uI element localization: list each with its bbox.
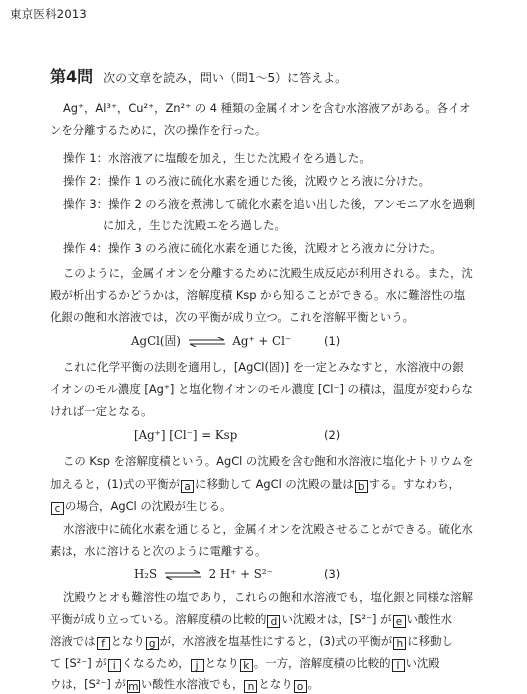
blank-h: h: [393, 637, 406, 650]
equation-3-number: (3): [324, 567, 341, 581]
blank-b: b: [355, 480, 368, 493]
text-line: この Ksp を溶解度積という。AgCl の沈殿を含む飽和水溶液に塩化ナトリウムを: [63, 454, 474, 468]
equation-3: [134, 567, 273, 581]
text-line: 加えると，(1)式の平衡が a に移動して AgCl の沈殿の量は b する。すなわち，: [50, 477, 460, 493]
equation-3-right: 2 H⁺ + S²⁻: [208, 567, 273, 581]
equation-1-right: Ag⁺ + Cl⁻: [232, 334, 292, 348]
operation-3-cont: に加え，生じた沈殿エをろ過した。: [103, 218, 286, 232]
blank-i: i: [108, 659, 121, 672]
operation-1: 操作 1：水溶液アに塩酸を加え，生じた沈殿イをろ過した。: [63, 151, 371, 165]
question-intro: 次の文章を読み，問い（問1～5）に答えよ。: [103, 71, 348, 85]
question-title: [50, 64, 347, 87]
blank-l: l: [392, 659, 405, 672]
text-line: このように，金属イオンを分離するために沈殿生成反応が利用される。また，沈: [63, 266, 473, 280]
text-line: Ag⁺，Al³⁺，Cu²⁺，Zn²⁺ の 4 種類の金属イオンを含む水溶液アがある。各イオ: [63, 101, 471, 115]
text-line: 平衡が成り立っている。溶解度積の比較的 d い沈殿オは，[S²⁻] が e い酸性水: [50, 612, 453, 628]
text-line: 水溶液中に硫化水素を通じると，金属イオンを沈殿させることができる。硫化水: [63, 522, 473, 536]
blank-n: n: [244, 680, 257, 693]
text-line: 化銀の飽和水溶液では，次の平衡が成り立つ。これを溶解平衡という。: [50, 310, 415, 324]
text-line: ウは，[S²⁻] が m い酸性水溶液でも， n となり o 。: [50, 677, 320, 693]
equation-1-left: AgCl(固): [131, 334, 181, 348]
equilibrium-arrow-icon: [188, 337, 226, 347]
blank-o: o: [294, 680, 307, 693]
text-line: 殿が析出するかどうかは，溶解度積 Ksp から知ることができる。水に難溶性の塩: [50, 288, 466, 302]
equation-2: [Ag⁺] [Cl⁻] = Ksp: [134, 428, 238, 442]
blank-d: d: [267, 615, 280, 628]
exam-header: 東京医科2013: [10, 7, 87, 21]
blank-k: k: [240, 659, 253, 672]
text-line: 素は，水に溶けると次のように電離する。: [50, 544, 267, 558]
blank-j: j: [191, 659, 204, 672]
blank-g: g: [146, 637, 159, 650]
blank-a: a: [181, 480, 194, 493]
operation-4: 操作 4：操作 3 のろ液に硫化水素を通じた後，沈殿オとろ液カに分けた。: [63, 241, 442, 255]
text-line: 沈殿ウとオも難溶性の塩であり，これらの飽和水溶液でも，塩化銀と同様な溶解: [63, 590, 474, 604]
equilibrium-arrow-icon: [164, 570, 202, 580]
blank-e: e: [393, 615, 406, 628]
equation-1-number: (1): [324, 334, 341, 348]
text-line: イオンのモル濃度 [Ag⁺] と塩化物イオンのモル濃度 [Cl⁻] の積は，温度が変わらな: [50, 382, 473, 396]
text-line: 溶液では f となり g が，水溶液を塩基性にすると，(3)式の平衡が h に移動し: [50, 634, 453, 650]
operation-3: 操作 3：操作 2 のろ液を煮沸して硫化水素を追い出した後，アンモニア水を過剰: [63, 197, 476, 211]
blank-c: c: [51, 502, 64, 515]
text-line: ンを分離するために，次の操作を行った。: [50, 123, 267, 137]
blank-f: f: [97, 637, 110, 650]
text-line: c の場合，AgCl の沈殿が生じる。: [50, 499, 231, 515]
text-line: て [S²⁻] が i くなるため， j となり k 。一方，溶解度積の比較的 l い沈殿: [50, 656, 440, 672]
operation-2: 操作 2：操作 1 のろ液に硫化水素を通じた後，沈殿ウとろ液に分けた。: [63, 174, 431, 188]
equation-2-number: (2): [324, 428, 341, 442]
equation-1: [131, 334, 291, 348]
equation-3-left: H₂S: [134, 567, 158, 581]
text-line: これに化学平衡の法則を適用し，[AgCl(固)] を一定とみなすと，水溶液中の銀: [63, 360, 464, 374]
question-number: 第4問: [50, 67, 94, 86]
text-line: ければ一定となる。: [50, 404, 153, 418]
blank-m: m: [128, 681, 139, 693]
